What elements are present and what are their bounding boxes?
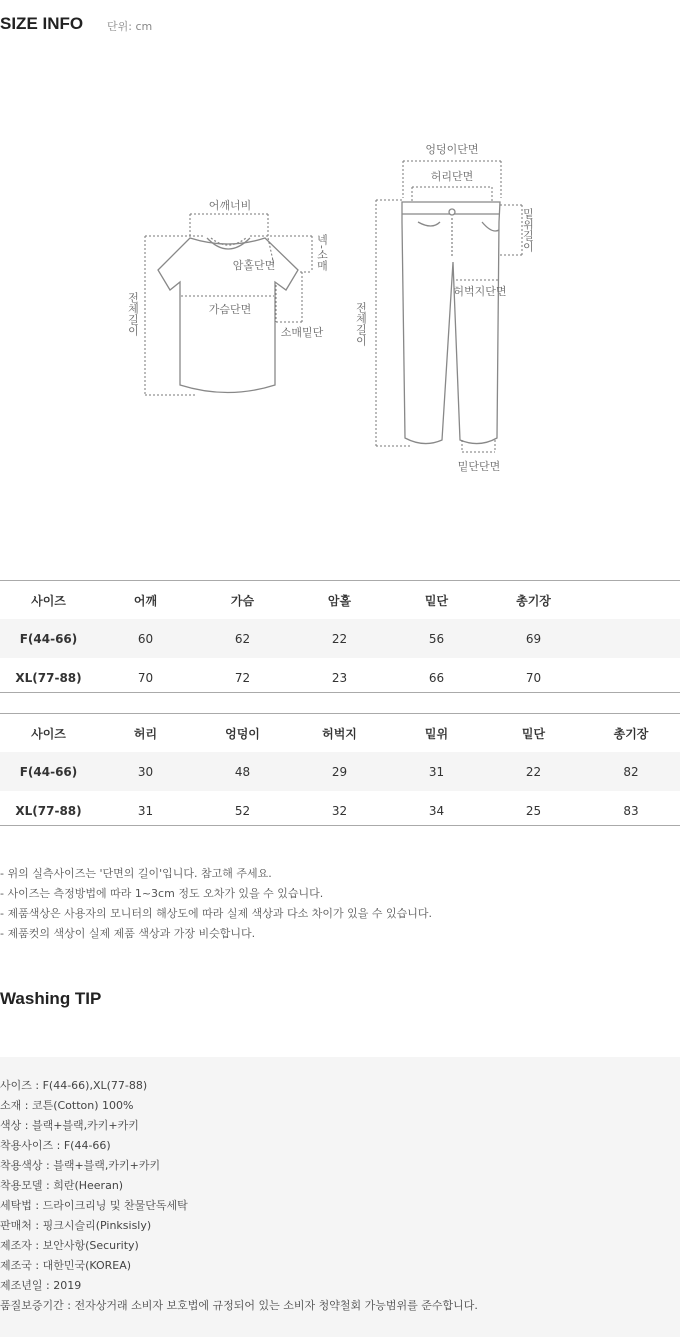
cell: 70 <box>485 658 582 697</box>
table-header-row <box>0 714 680 752</box>
cell: 62 <box>194 619 291 658</box>
col-header: 사이즈 <box>0 714 97 752</box>
col-header: 허리 <box>97 714 194 752</box>
spec-line: 색상 : 블랙+블랙,카키+카키 <box>0 1119 139 1132</box>
col-header: 총기장 <box>485 581 582 619</box>
col-header: 엉덩이 <box>194 714 291 752</box>
label-top-total-length: 전체길이 <box>126 292 140 336</box>
cell: 82 <box>582 752 680 791</box>
spec-line: 소재 : 코튼(Cotton) 100% <box>0 1099 134 1112</box>
col-header: 암홀 <box>291 581 388 619</box>
table-header-row <box>0 581 680 619</box>
spec-line: 세탁법 : 드라이크리닝 및 찬물단독세탁 <box>0 1199 188 1212</box>
label-hem: 밑단단면 <box>457 460 501 473</box>
cell: 70 <box>97 658 194 697</box>
cell: XL(77-88) <box>0 658 97 697</box>
cell: 23 <box>291 658 388 697</box>
spec-line: 품질보증기간 : 전자상거래 소비자 보호법에 규정되어 있는 소비자 청약철회 가능범위를 준수합니다. <box>0 1299 478 1312</box>
spec-line: 착용사이즈 : F(44-66) <box>0 1139 111 1152</box>
note-line: - 사이즈는 측정방법에 따라 1~3cm 정도 오차가 있을 수 있습니다. <box>0 887 324 900</box>
note-line: - 제품색상은 사용자의 모니터의 해상도에 따라 실제 색상과 다소 차이가 있을 수 있습니다. <box>0 907 432 920</box>
col-header: 어깨 <box>97 581 194 619</box>
cell: 31 <box>388 752 485 791</box>
cell: 69 <box>485 619 582 658</box>
label-thigh: 허벅지단면 <box>453 285 507 298</box>
label-sleeve-hem: 소매밑단 <box>280 326 324 339</box>
cell: XL(77-88) <box>0 791 97 830</box>
spec-line: 제조년일 : 2019 <box>0 1279 82 1292</box>
size-notes <box>0 864 432 944</box>
spec-line: 제조자 : 보안사항(Security) <box>0 1239 139 1252</box>
spec-line: 제조국 : 대한민국(KOREA) <box>0 1259 132 1272</box>
cell: 32 <box>291 791 388 830</box>
col-header: 밑위 <box>388 714 485 752</box>
col-header: 가슴 <box>194 581 291 619</box>
label-pants-total-length: 전체길이 <box>354 302 368 346</box>
spec-line: 판매처 : 핑크시슬리(Pinksisly) <box>0 1219 152 1232</box>
cell: 31 <box>97 791 194 830</box>
cell: 22 <box>291 619 388 658</box>
unit-label: 단위: cm <box>107 20 153 33</box>
cell <box>582 619 680 658</box>
label-shoulder: 어깨너비 <box>208 199 252 212</box>
col-header: 총기장 <box>582 714 680 752</box>
cell: F(44-66) <box>0 619 97 658</box>
table-row <box>0 752 680 791</box>
size-table-bottom <box>0 714 680 830</box>
cell: 34 <box>388 791 485 830</box>
cell: 30 <box>97 752 194 791</box>
col-header: 밑단 <box>485 714 582 752</box>
col-header <box>582 581 680 619</box>
label-neck-sleeve: 넥-소매 <box>315 234 329 271</box>
size-table-top <box>0 581 680 697</box>
spec-line: 사이즈 : F(44-66),XL(77-88) <box>0 1079 148 1092</box>
label-chest: 가슴단면 <box>208 303 252 316</box>
cell: 52 <box>194 791 291 830</box>
cell: 72 <box>194 658 291 697</box>
cell: 25 <box>485 791 582 830</box>
table-bottom-bottom-border <box>0 825 680 826</box>
cell: F(44-66) <box>0 752 97 791</box>
cell: 48 <box>194 752 291 791</box>
label-armhole: 암홀단면 <box>232 259 276 272</box>
note-line: - 제품컷의 색상이 실제 제품 색상과 가장 비슷합니다. <box>0 927 256 940</box>
cell: 56 <box>388 619 485 658</box>
col-header: 사이즈 <box>0 581 97 619</box>
note-line: - 위의 실측사이즈는 '단면의 길이'입니다. 참고해 주세요. <box>0 867 272 880</box>
cell: 22 <box>485 752 582 791</box>
cell: 60 <box>97 619 194 658</box>
washing-title: Washing TIP <box>0 989 102 1008</box>
cell: 29 <box>291 752 388 791</box>
pants-illustration <box>402 202 500 444</box>
col-header: 허벅지 <box>291 714 388 752</box>
size-diagram <box>0 130 680 490</box>
col-header: 밑단 <box>388 581 485 619</box>
cell: 83 <box>582 791 680 830</box>
spec-line: 착용색상 : 블랙+블랙,카키+카키 <box>0 1159 161 1172</box>
spec-line: 착용모델 : 희란(Heeran) <box>0 1179 124 1192</box>
product-specs <box>0 1076 478 1316</box>
table-top-bottom-border <box>0 692 680 693</box>
cell: 66 <box>388 658 485 697</box>
page-title: SIZE INFO <box>0 14 84 33</box>
table-row <box>0 619 680 658</box>
label-hip: 엉덩이단면 <box>425 143 479 156</box>
label-waist: 허리단면 <box>430 170 474 183</box>
label-rise: 밑위길이 <box>521 208 535 252</box>
